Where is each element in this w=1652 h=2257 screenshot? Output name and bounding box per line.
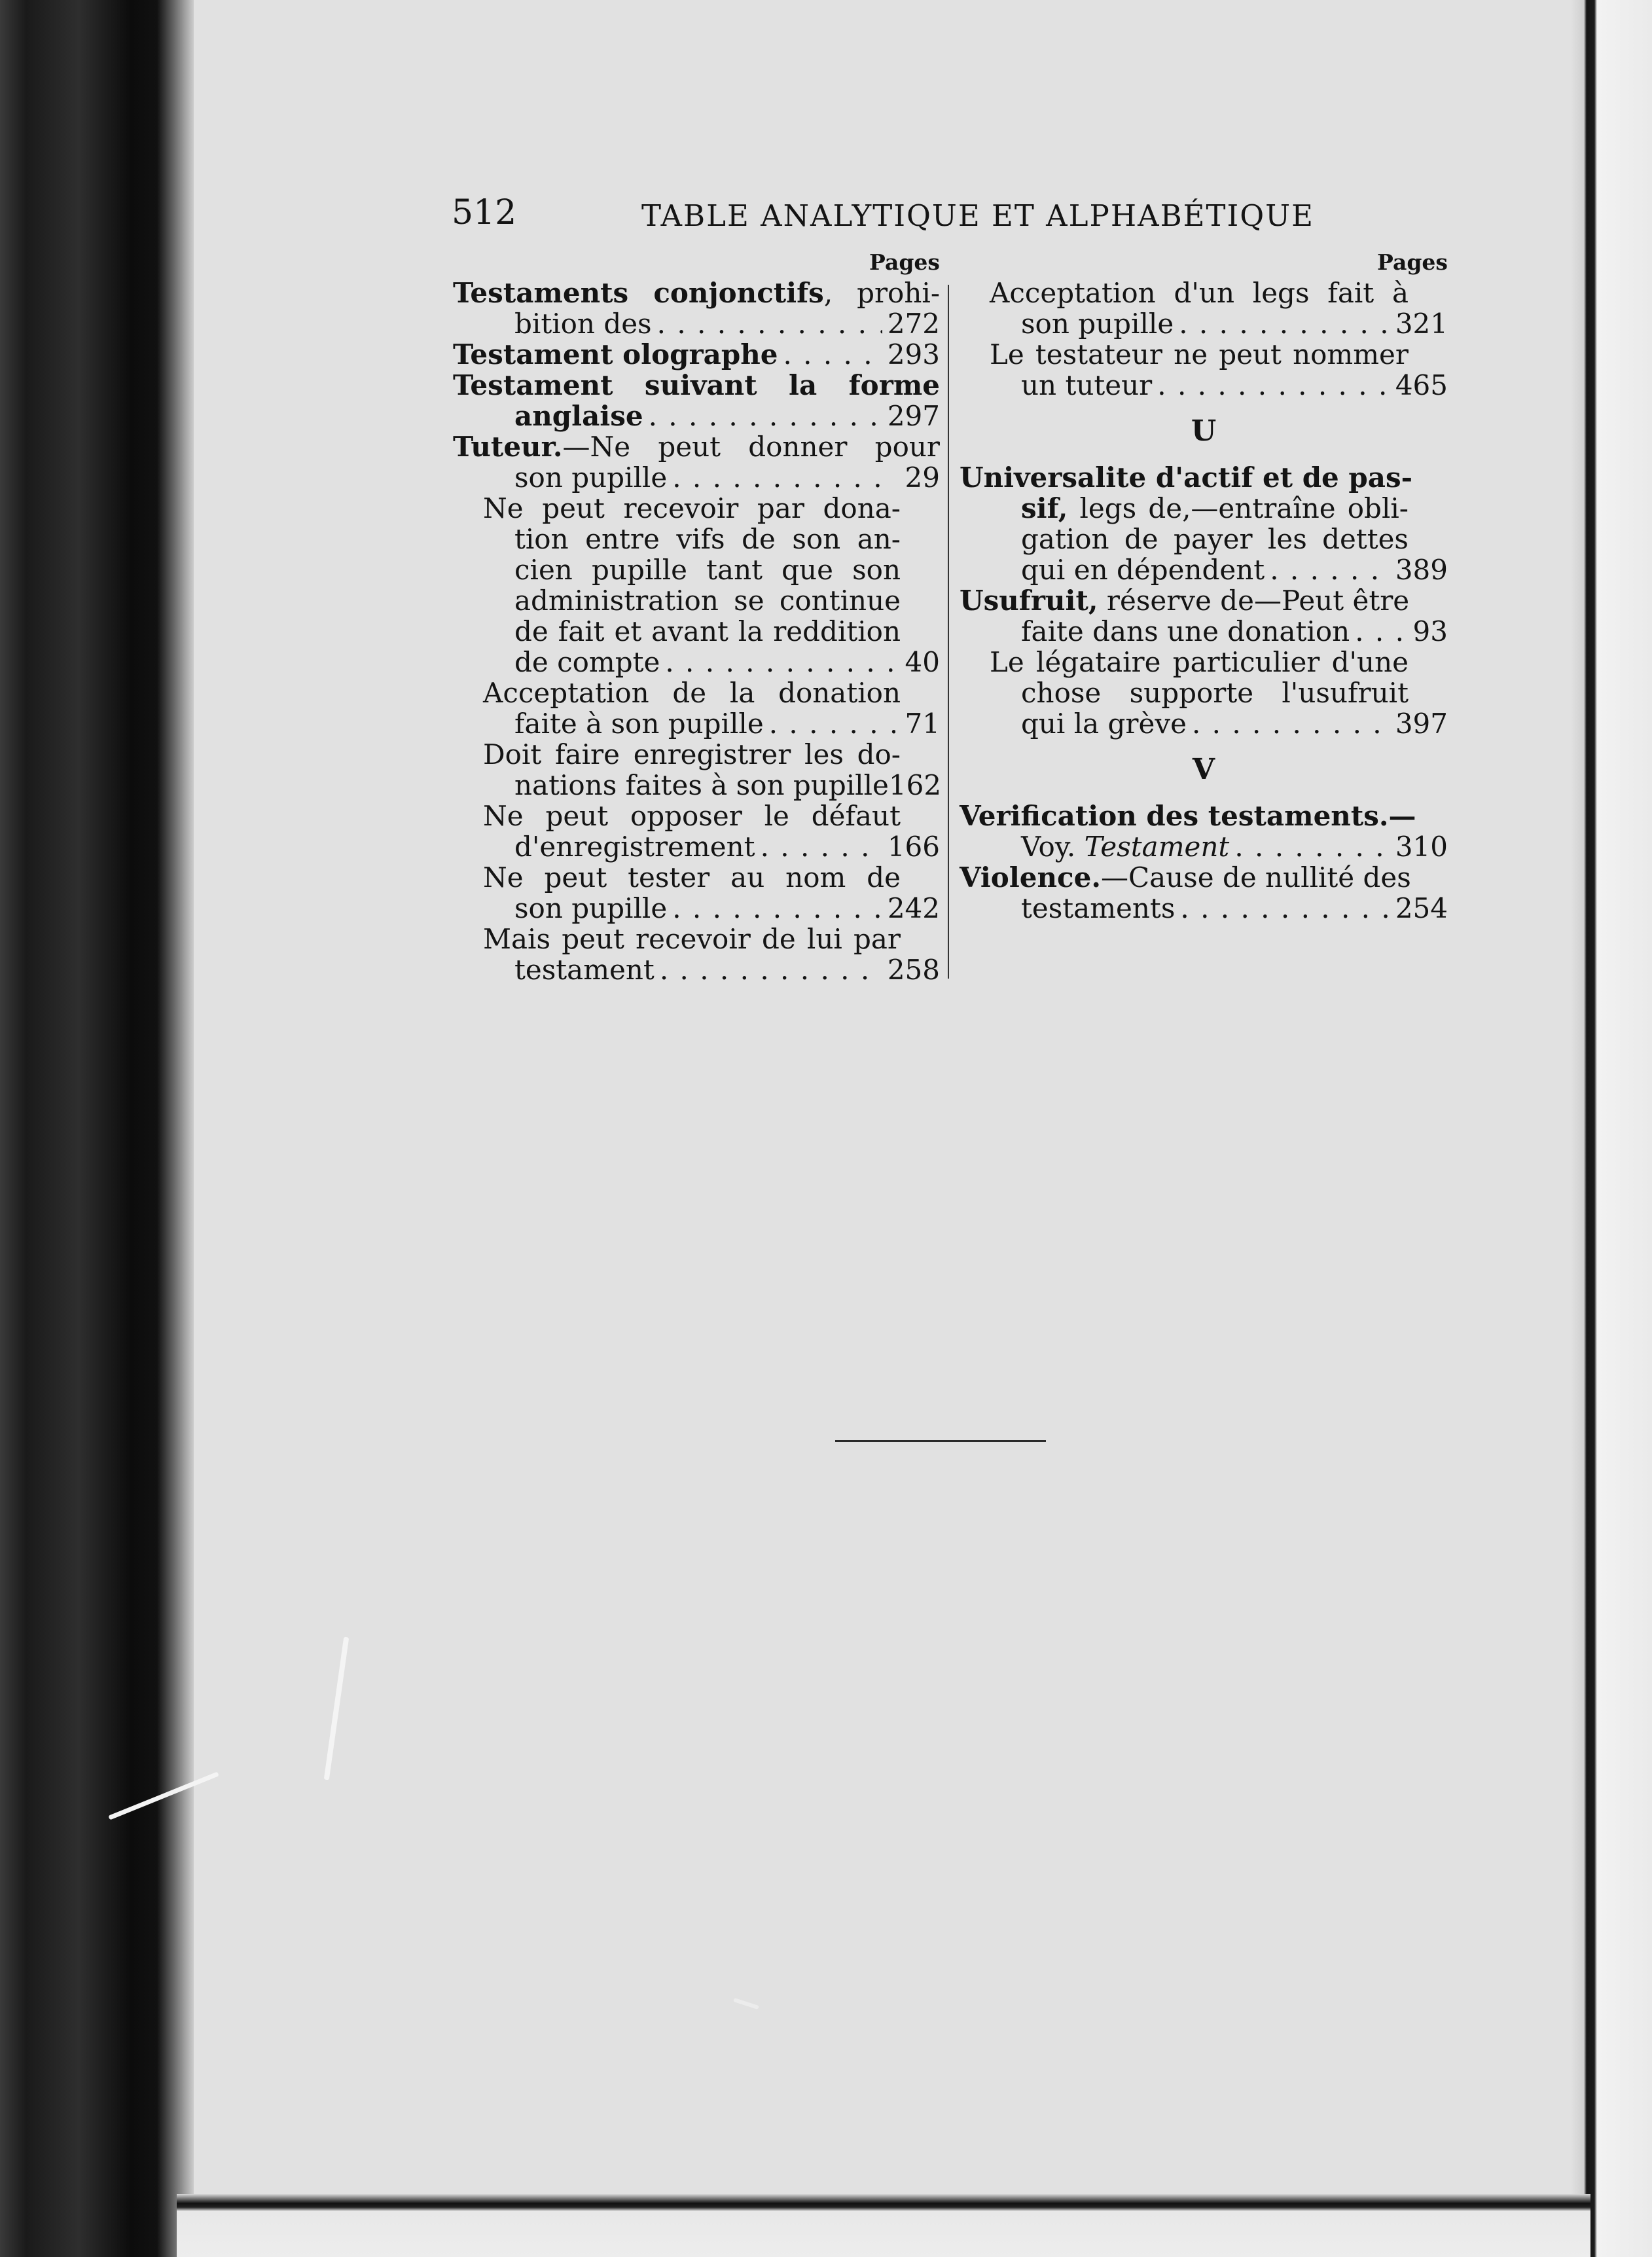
page-ref: 465 xyxy=(1395,369,1448,401)
entry-text: bition des xyxy=(514,308,652,340)
index-entry-line xyxy=(453,801,940,831)
end-rule xyxy=(835,1440,1046,1442)
index-entry-line xyxy=(960,493,1448,524)
entry-text: Mais peut recevoir de lui par xyxy=(483,923,901,955)
index-entry-line xyxy=(453,524,940,554)
entry-text: administration se continue xyxy=(514,585,901,617)
entry-text: faite à son pupille xyxy=(514,708,764,740)
entry-text: son pupille xyxy=(514,892,668,924)
page-ref: 397 xyxy=(1395,708,1448,740)
index-entry-line xyxy=(453,585,940,616)
entry-text: de compte xyxy=(514,646,660,678)
entry-text: Acceptation d'un legs fait à xyxy=(990,277,1409,309)
index-entry-line xyxy=(960,308,1448,339)
entry-text: d'enregistrement xyxy=(514,831,755,863)
entry-term: Usufruit, xyxy=(960,585,1098,617)
section-letter: V xyxy=(1192,753,1215,786)
index-entry-line xyxy=(960,524,1448,554)
entry-term: sif, xyxy=(1021,492,1068,524)
index-entry-line xyxy=(960,616,1448,647)
entry-text: Ne peut recevoir par dona- xyxy=(483,492,901,524)
entry-text: testaments xyxy=(1021,892,1176,924)
entry-text: Le légataire particulier d'une xyxy=(990,646,1409,678)
entry-term: Tuteur. xyxy=(453,431,563,463)
entry-term: Violence. xyxy=(960,861,1101,894)
page-right-edge xyxy=(1571,0,1652,2257)
entry-text: Ne peut tester au nom de xyxy=(483,861,901,894)
pages-label: Pages xyxy=(869,249,940,275)
index-entry-line xyxy=(453,708,940,739)
entry-text: qui la grève xyxy=(1021,708,1187,740)
page-ref: 40 xyxy=(905,646,940,678)
index-entry-line xyxy=(453,308,940,339)
entry-text: Acceptation de la donation xyxy=(483,677,901,709)
index-column-right xyxy=(960,247,1448,924)
page-ref: 293 xyxy=(887,338,940,370)
index-entry-line xyxy=(960,554,1448,585)
index-entry-line xyxy=(453,370,940,401)
index-entry-line xyxy=(960,708,1448,739)
page-ref: 310 xyxy=(1395,831,1448,863)
index-entry-line xyxy=(960,862,1448,893)
index-entry-line xyxy=(960,801,1448,831)
entry-term: Testaments conjonctifs xyxy=(453,277,824,309)
page-ref: 254 xyxy=(1395,892,1448,924)
index-entry-line xyxy=(453,339,940,370)
entry-text: nations faites à son pupille xyxy=(514,769,889,801)
book-spine-shadow xyxy=(0,0,196,2257)
page-number: 512 xyxy=(452,193,517,232)
entry-text: son pupille xyxy=(1021,308,1174,340)
pages-label: Pages xyxy=(1377,249,1448,275)
entry-text: tion entre vifs de son an- xyxy=(514,523,901,555)
entry-text: un tuteur xyxy=(1021,369,1153,401)
entry-text: Doit faire enregistrer les do- xyxy=(483,738,901,770)
cross-reference: Testament xyxy=(1084,831,1230,863)
entry-term: Universalite d'actif et de pas- xyxy=(960,461,1413,494)
entry-text: faite dans une donation xyxy=(1021,615,1350,647)
page-ref: 93 xyxy=(1412,615,1448,647)
index-entry-line xyxy=(960,677,1448,708)
entry-text: son pupille xyxy=(514,461,668,494)
index-entry-line xyxy=(960,831,1448,862)
running-title: TABLE ANALYTIQUE ET ALPHABÉTIQUE xyxy=(641,198,1314,233)
index-entry-line xyxy=(453,770,940,801)
page-ref: 29 xyxy=(905,461,940,494)
page-ref: 166 xyxy=(887,831,940,863)
index-entry-line xyxy=(960,462,1448,493)
page-ref: 71 xyxy=(905,708,940,740)
index-entry-line xyxy=(960,647,1448,677)
index-entry-line xyxy=(453,431,940,462)
index-entry-line xyxy=(453,401,940,431)
entry-text: de fait et avant la reddition xyxy=(514,615,901,647)
entry-text: cien pupille tant que son xyxy=(514,554,901,586)
entry-text: réserve de—Peut être xyxy=(1098,585,1410,617)
page-bottom-edge xyxy=(177,2194,1590,2257)
entry-text: testament xyxy=(514,954,655,986)
entry-text: legs de,—entraîne obli- xyxy=(1068,492,1409,524)
page-ref: 321 xyxy=(1395,308,1448,340)
entry-term: Testament suivant la forme xyxy=(453,369,940,401)
index-entry-line xyxy=(960,893,1448,924)
index-entry-line xyxy=(453,493,940,524)
index-entry-line xyxy=(453,554,940,585)
entry-text: —Cause de nullité des xyxy=(1100,861,1411,894)
index-entry-line xyxy=(960,370,1448,401)
entry-term: Testament olographe xyxy=(453,338,778,370)
entry-text: qui en dépendent xyxy=(1021,554,1265,586)
entry-text: —Ne peut donner pour xyxy=(562,431,940,463)
index-entry-line xyxy=(453,924,940,954)
index-entry-line xyxy=(453,462,940,493)
index-entry-line xyxy=(960,585,1448,616)
section-letter: U xyxy=(1191,414,1217,448)
page-header xyxy=(452,193,1446,245)
page-ref: 389 xyxy=(1395,554,1448,586)
index-entry-line xyxy=(453,739,940,770)
entry-text: , prohi- xyxy=(823,277,941,309)
index-entry-line xyxy=(453,278,940,308)
index-entry-line xyxy=(453,893,940,924)
column-divider xyxy=(948,285,949,979)
index-entry-line xyxy=(453,677,940,708)
page-ref: 242 xyxy=(887,892,940,924)
entry-term: Verification des testaments.— xyxy=(960,800,1416,832)
index-entry-line xyxy=(453,616,940,647)
entry-text: chose supporte l'usufruit xyxy=(1021,677,1409,709)
index-entry-line xyxy=(453,954,940,985)
entry-term: anglaise xyxy=(514,400,643,432)
entry-text: gation de payer les dettes xyxy=(1021,523,1409,555)
page-ref: 297 xyxy=(887,400,940,432)
page-ref: 258 xyxy=(887,954,940,986)
index-entry-line xyxy=(453,862,940,893)
entry-text: Le testateur ne peut nommer xyxy=(990,338,1409,370)
index-entry-line xyxy=(960,339,1448,370)
index-entry-line xyxy=(453,647,940,677)
page-ref: 272 xyxy=(887,308,940,340)
index-entry-line xyxy=(960,278,1448,308)
index-column-left xyxy=(453,247,940,985)
page-ref: 162 xyxy=(888,769,942,801)
entry-text: Ne peut opposer le défaut xyxy=(483,800,901,832)
index-entry-line xyxy=(453,831,940,862)
entry-text: Voy. xyxy=(1021,831,1085,863)
